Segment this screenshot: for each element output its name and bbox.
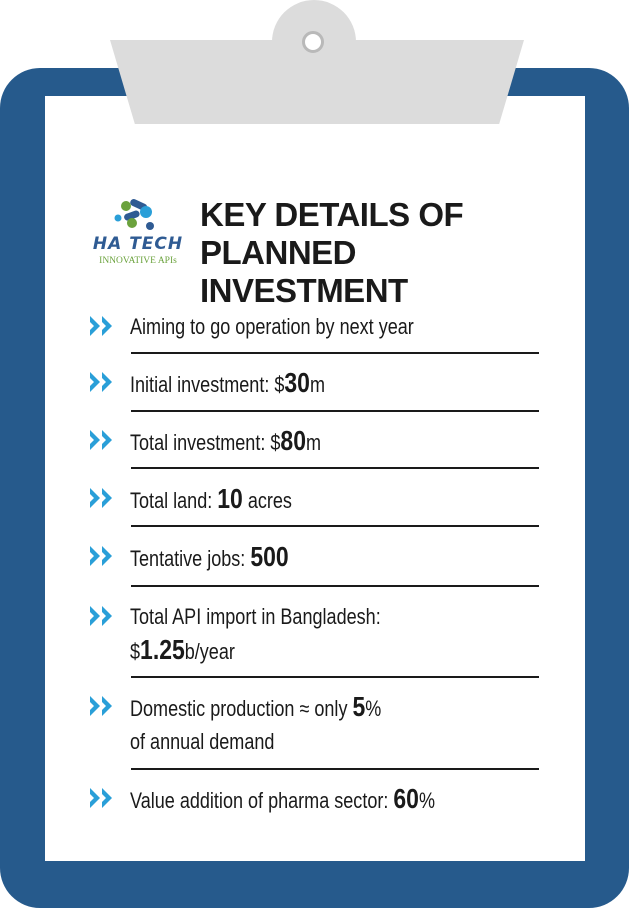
divider xyxy=(131,525,539,527)
title-line-2: PLANNED INVESTMENT xyxy=(200,234,408,309)
item-text: Aiming to go operation by next year xyxy=(130,314,414,339)
page-title xyxy=(200,196,560,310)
double-chevron-icon xyxy=(88,428,120,452)
item-unit: b/year xyxy=(184,639,235,664)
divider xyxy=(131,467,539,469)
item-text: Initial investment: $ xyxy=(130,372,285,397)
double-chevron-icon xyxy=(88,314,120,338)
item-value: 1.25 xyxy=(140,634,185,665)
item-unit: m xyxy=(305,430,321,455)
divider xyxy=(131,768,539,770)
item-unit: m xyxy=(309,372,325,397)
item-text: Total land: xyxy=(130,488,218,513)
item-unit: % xyxy=(365,696,382,721)
double-chevron-icon xyxy=(88,544,120,568)
item-text: Total investment: $ xyxy=(130,430,281,455)
item-value: 5 xyxy=(352,691,366,722)
item-unit: acres xyxy=(242,488,292,513)
double-chevron-icon xyxy=(88,786,120,810)
divider xyxy=(131,352,539,354)
double-chevron-icon xyxy=(88,370,120,394)
item-text: Total API import in Bangladesh: xyxy=(130,604,381,629)
item-currency: $ xyxy=(130,639,141,664)
item-value: 10 xyxy=(217,483,243,514)
logo-wordmark: HA TECH xyxy=(92,234,184,254)
item-value: 80 xyxy=(280,425,306,456)
company-logo xyxy=(88,196,188,276)
double-chevron-icon xyxy=(88,486,120,510)
item-text: Tentative jobs: xyxy=(130,546,251,571)
double-chevron-icon xyxy=(88,604,120,628)
item-unit: % xyxy=(418,788,436,813)
molecule-icon xyxy=(88,196,188,236)
item-text-line2: of annual demand xyxy=(130,729,275,754)
item-value: 500 xyxy=(250,541,289,572)
item-text: Value addition of pharma sector: xyxy=(130,788,394,813)
divider xyxy=(131,676,539,678)
clipboard-clip xyxy=(110,40,524,124)
clip-hole xyxy=(302,31,324,53)
divider xyxy=(131,410,539,412)
item-value: 30 xyxy=(284,367,310,398)
double-chevron-icon xyxy=(88,694,120,718)
divider xyxy=(131,585,539,587)
logo-tagline: INNOVATIVE APIs xyxy=(99,256,177,266)
item-text: Domestic production ≈ only xyxy=(130,696,353,721)
title-line-1: KEY DETAILS OF xyxy=(200,196,464,233)
item-value: 60 xyxy=(393,783,419,814)
